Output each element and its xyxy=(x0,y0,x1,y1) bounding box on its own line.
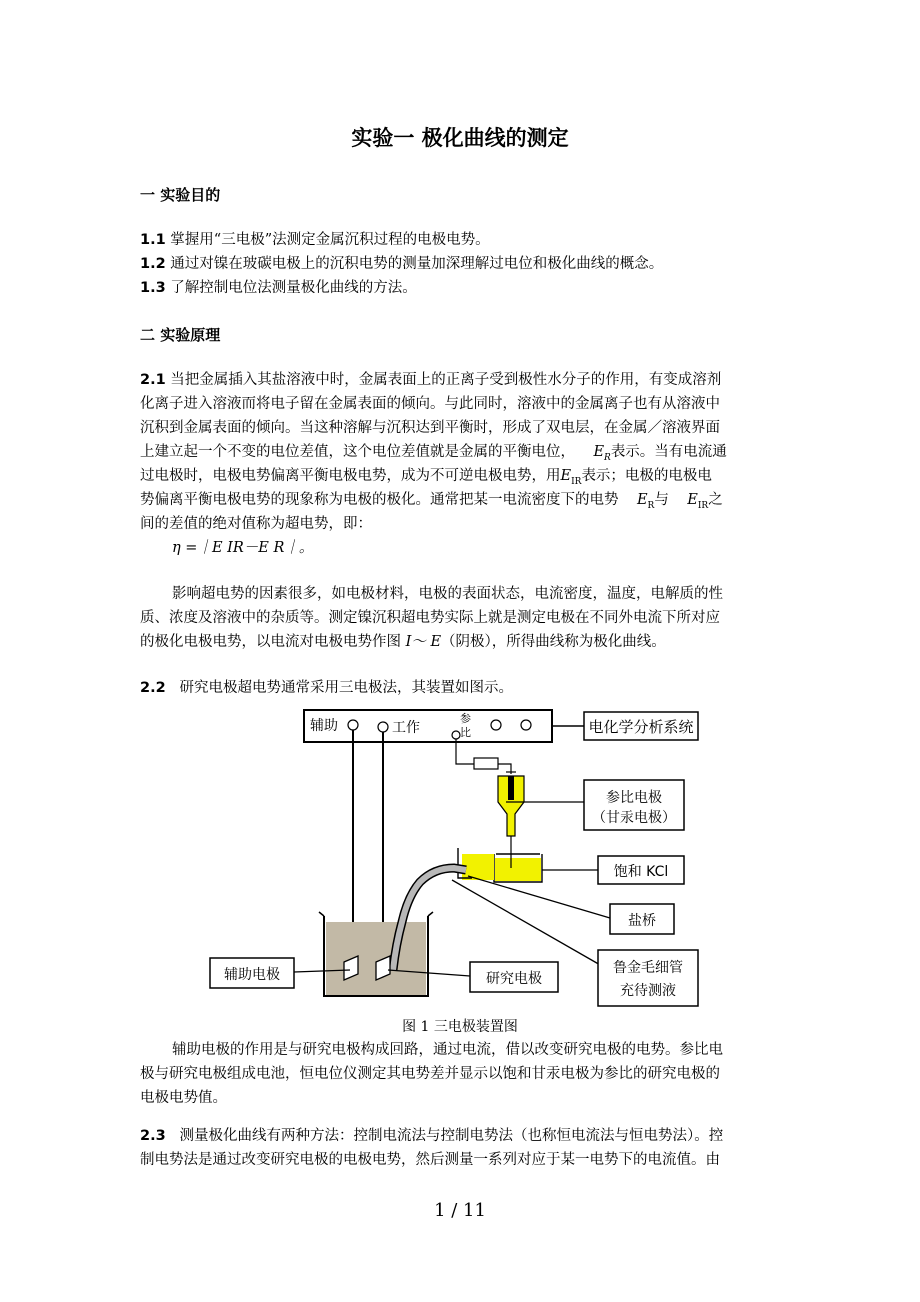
objective-item-3: 1.3 了解控制电位法测量极化曲线的方法。 xyxy=(140,280,417,296)
capillary-label-1: 鲁金毛细管 xyxy=(613,960,683,976)
section-1-heading: 一 实验目的 xyxy=(140,186,221,204)
page-title: 实验一 极化曲线的测定 xyxy=(351,126,569,150)
ref-electrode-label-2: （甘汞电极） xyxy=(592,810,676,826)
three-electrode-diagram xyxy=(206,708,701,1014)
capillary-label-2: 充待测液 xyxy=(620,983,676,999)
figure-caption: 图 1 三电极装置图 xyxy=(402,1019,518,1035)
objective-item-2: 1.2 通过对镍在玻碳电极上的沉积电势的测量加深理解过电位和极化曲线的概念。 xyxy=(140,256,664,272)
section-2-heading: 二 实验原理 xyxy=(140,326,221,344)
kcl-label: 饱和 KCl xyxy=(613,864,669,880)
work-electrode-label: 研究电极 xyxy=(486,971,542,987)
aux-electrode-label: 辅助电极 xyxy=(224,967,280,983)
analysis-system-label: 电化学分析系统 xyxy=(588,718,694,736)
salt-bridge-label: 盐桥 xyxy=(628,913,656,929)
paragraph-2-2: 2.2 研究电极超电势通常采用三电极法，其装置如图示。 xyxy=(140,680,514,696)
ref-electrode-label-1: 参比电极 xyxy=(606,790,662,806)
page-number: 1 / 11 xyxy=(434,1200,486,1221)
objective-item-1: 1.1 掌握用“三电极”法测定金属沉积过程的电极电势。 xyxy=(140,232,490,248)
instrument-panel xyxy=(304,710,552,742)
aux-terminal-label: 辅助 xyxy=(310,718,338,734)
ref-terminal-label-2: 比 xyxy=(460,726,471,739)
overpotential-formula: η =｜E IR－E R｜。 xyxy=(172,540,314,556)
ref-terminal-label-1: 参 xyxy=(460,712,471,725)
work-terminal-label: 工作 xyxy=(392,720,420,736)
